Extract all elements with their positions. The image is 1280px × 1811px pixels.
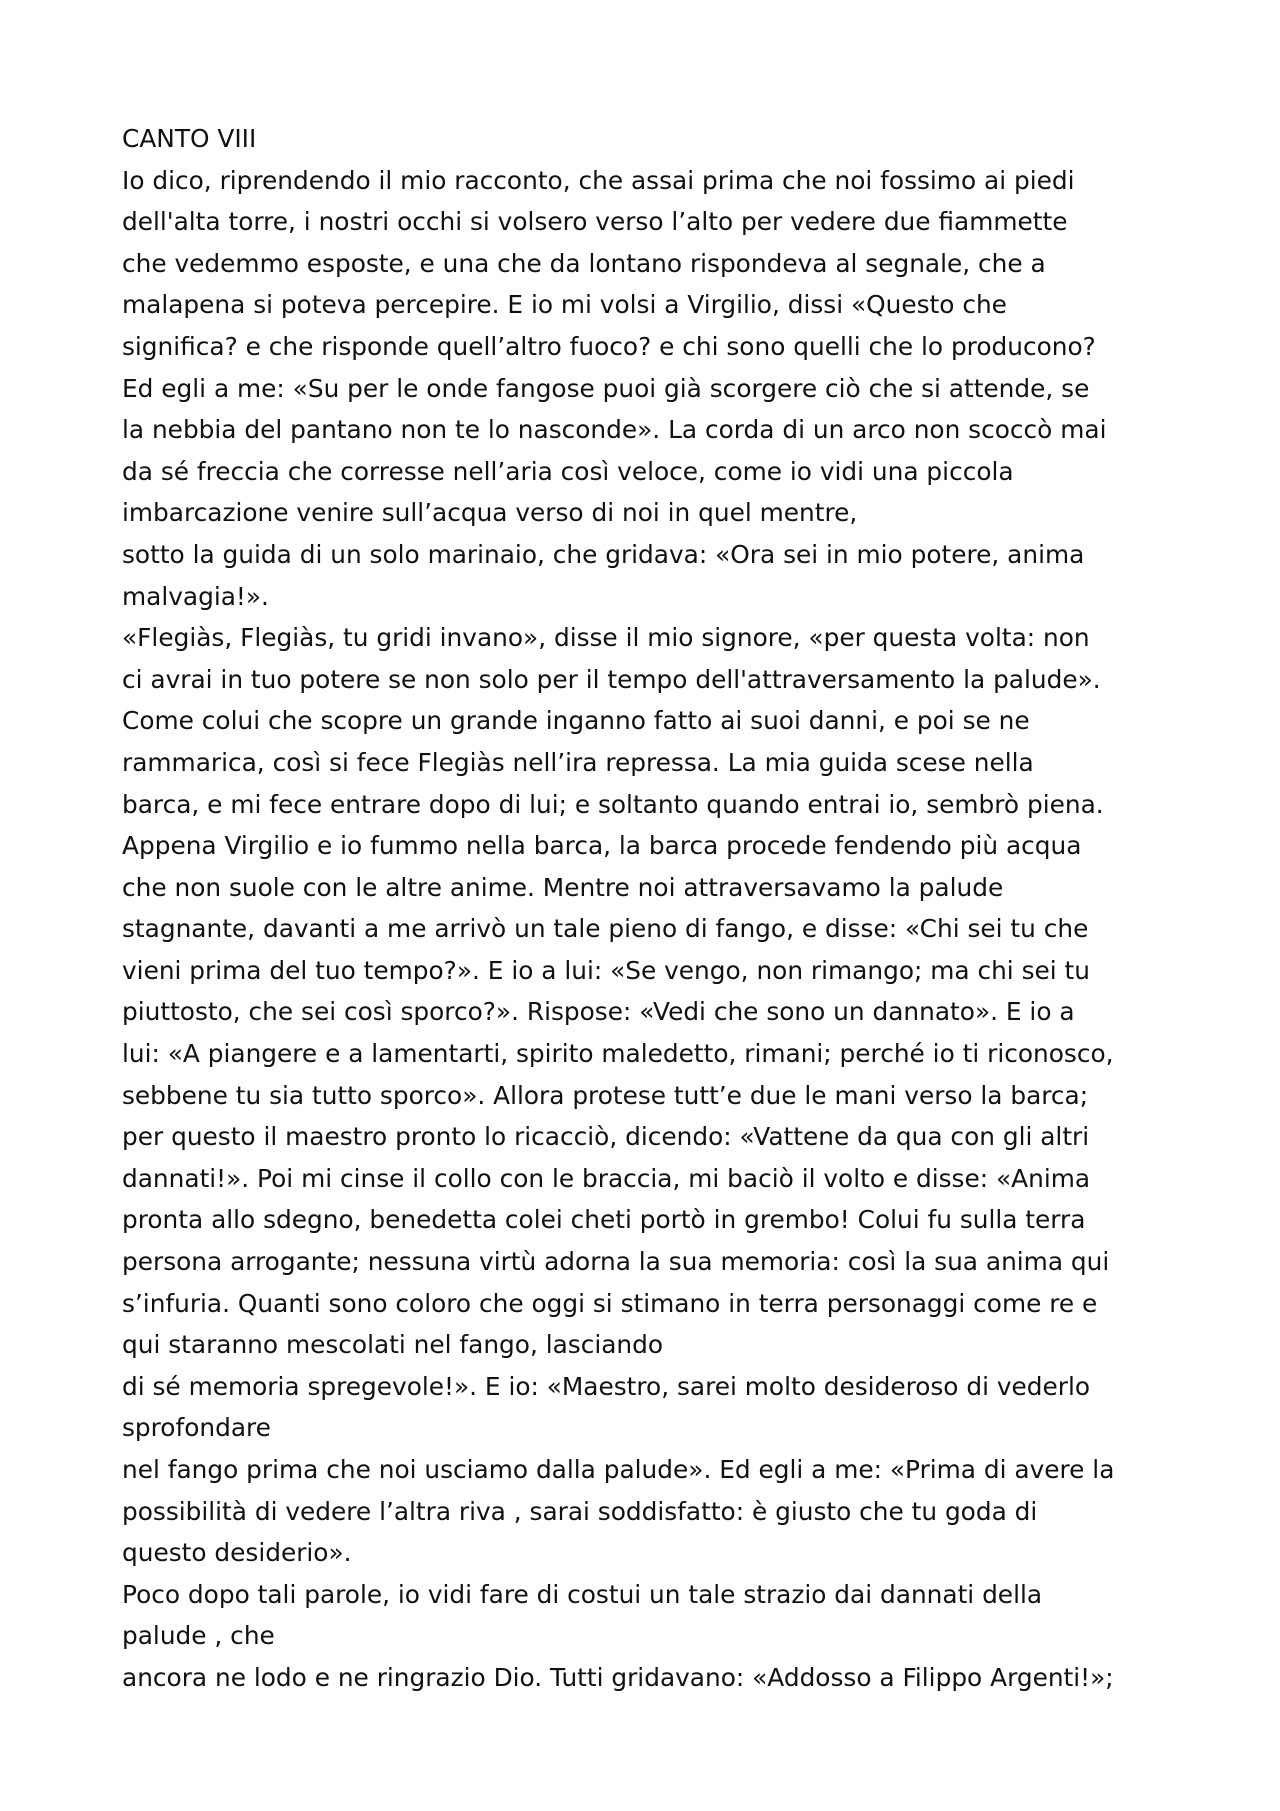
text-line: piuttosto, che sei così sporco?». Rispose: «Vedi che sono un dannato». E io a	[122, 997, 1075, 1027]
body-text	[122, 160, 1182, 1699]
text-line: Poco dopo tali parole, io vidi fare di costui un tale strazio dai dannati della	[122, 1579, 1043, 1609]
text-line: Ed egli a me: «Su per le onde fangose puoi già scorgere ciò che si attende, se	[122, 373, 1090, 403]
text-line: significa? e che risponde quell’altro fuoco? e chi sono quelli che lo producono?	[122, 331, 1096, 361]
text-line: qui staranno mescolati nel fango, lasciando	[122, 1330, 664, 1360]
text-line: ci avrai in tuo potere se non solo per il tempo dell'attraversamento la palude».	[122, 664, 1101, 694]
text-line: che non suole con le altre anime. Mentre noi attraversavamo la palude	[122, 872, 1004, 902]
text-line: s’infuria. Quanti sono coloro che oggi si stimano in terra personaggi come re e	[122, 1288, 1098, 1318]
canto-title: CANTO VIII	[122, 124, 257, 153]
text-line: sotto la guida di un solo marinaio, che gridava: «Ora sei in mio potere, anima	[122, 539, 1085, 569]
text-line: Appena Virgilio e io fummo nella barca, la barca procede fendendo più acqua	[122, 831, 1082, 861]
text-line: possibilità di vedere l’altra riva , sarai soddisfatto: è giusto che tu goda di	[122, 1496, 1038, 1526]
text-line: per questo il maestro pronto lo ricacciò, dicendo: «Vattene da qua con gli altri	[122, 1122, 1090, 1152]
text-line: la nebbia del pantano non te lo nasconde». La corda di un arco non scoccò mai	[122, 415, 1107, 445]
text-line: di sé memoria spregevole!». E io: «Maestro, sarei molto desideroso di vederlo	[122, 1371, 1091, 1401]
text-line: dell'alta torre, i nostri occhi si volsero verso l’alto per vedere due fiammette	[122, 207, 1068, 237]
text-line: Io dico, riprendendo il mio racconto, che assai prima che noi fossimo ai piedi	[122, 165, 1075, 195]
text-line: questo desiderio».	[122, 1538, 352, 1568]
text-line: Come colui che scopre un grande inganno fatto ai suoi danni, e poi se ne	[122, 706, 1030, 736]
text-line: stagnante, davanti a me arrivò un tale pieno di fango, e disse: «Chi sei tu che	[122, 914, 1089, 944]
text-line: lui: «A piangere e a lamentarti, spirito maledetto, rimani; perché io ti riconosco,	[122, 1039, 1114, 1069]
text-line: da sé freccia che corresse nell’aria così veloce, come io vidi una piccola	[122, 456, 1014, 486]
text-line: sprofondare	[122, 1413, 271, 1443]
text-line: ancora ne lodo e ne ringrazio Dio. Tutti gridavano: «Addosso a Filippo Argenti!»;	[122, 1662, 1114, 1692]
text-line: rammarica, così si fece Flegiàs nell’ira repressa. La mia guida scese nella	[122, 747, 1034, 777]
document-page	[122, 118, 1182, 1699]
text-line: sebbene tu sia tutto sporco». Allora protese tutt’e due le mani verso la barca;	[122, 1080, 1089, 1110]
text-line: malvagia!».	[122, 581, 269, 611]
text-line: vieni prima del tuo tempo?». E io a lui: «Se vengo, non rimango; ma chi sei tu	[122, 955, 1090, 985]
text-line: pronta allo sdegno, benedetta colei cheti portò in grembo! Colui fu sulla terra	[122, 1205, 1086, 1235]
text-line: imbarcazione venire sull’acqua verso di noi in quel mentre,	[122, 498, 858, 528]
text-line: palude , che	[122, 1621, 275, 1651]
text-line: che vedemmo esposte, e una che da lontano rispondeva al segnale, che a	[122, 248, 1046, 278]
text-line: barca, e mi fece entrare dopo di lui; e soltanto quando entrai io, sembrò piena.	[122, 789, 1104, 819]
text-line: dannati!». Poi mi cinse il collo con le braccia, mi baciò il volto e disse: «Anima	[122, 1163, 1091, 1193]
text-line: malapena si poteva percepire. E io mi volsi a Virgilio, dissi «Questo che	[122, 290, 1007, 320]
text-line: nel fango prima che noi usciamo dalla palude». Ed egli a me: «Prima di avere la	[122, 1455, 1115, 1484]
text-line: persona arrogante; nessuna virtù adorna la sua memoria: così la sua anima qui	[122, 1247, 1110, 1277]
text-line: «Flegiàs, Flegiàs, tu gridi invano», disse il mio signore, «per questa volta: non	[122, 623, 1090, 653]
